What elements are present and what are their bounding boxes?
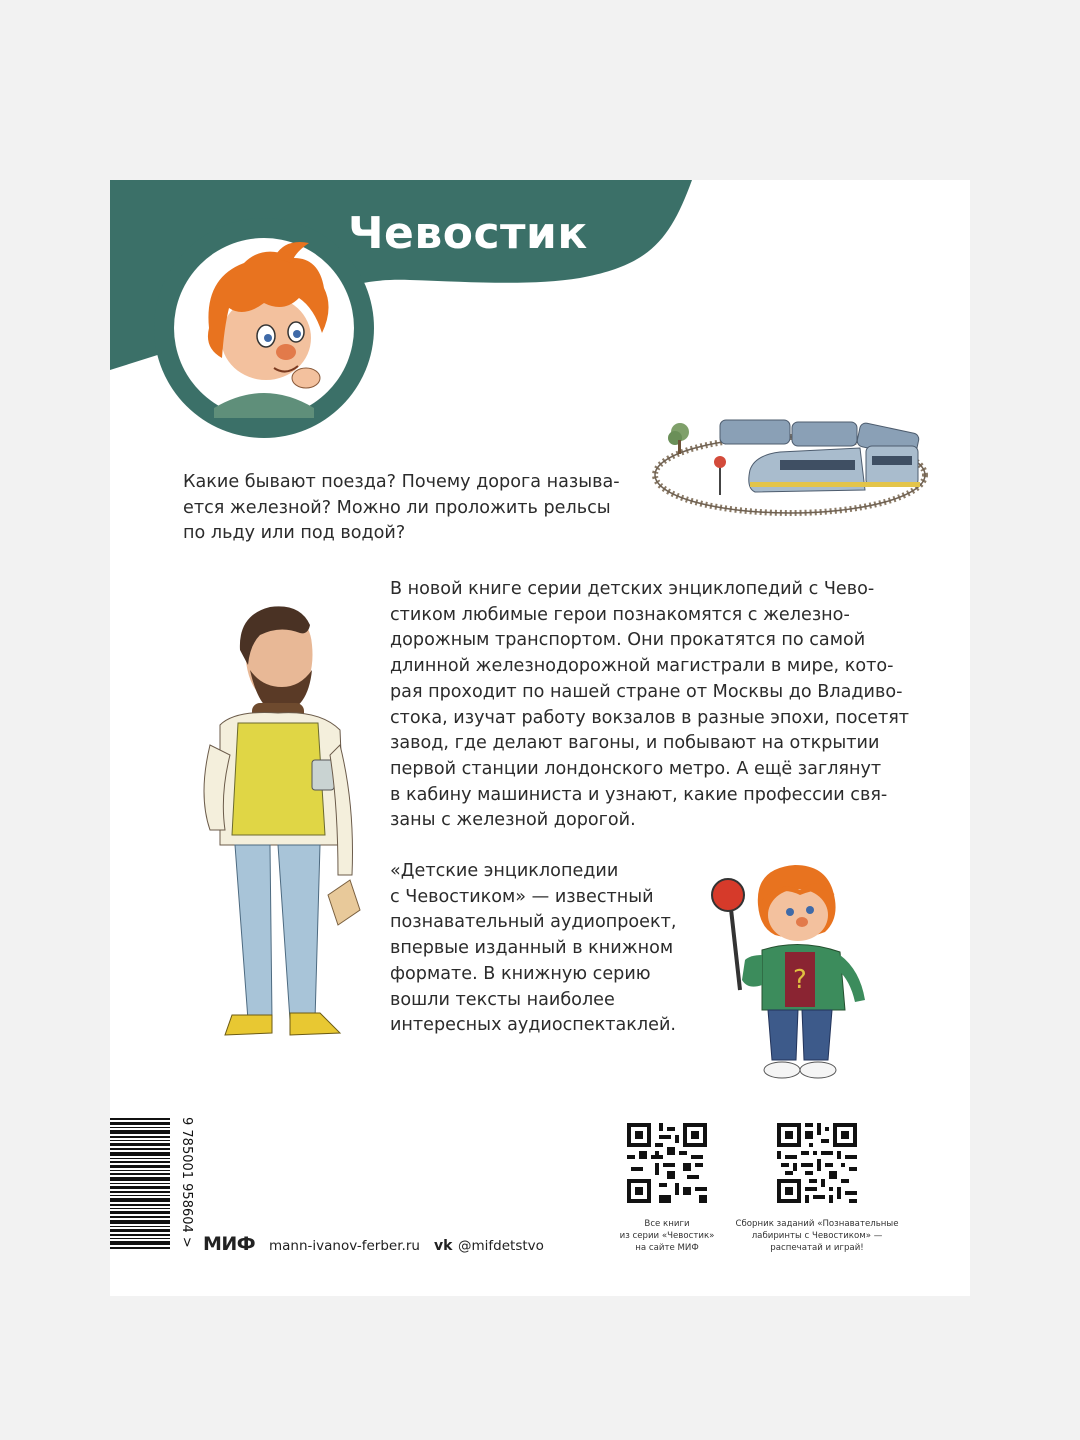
text-line: дорожным транспортом. Они прокатятся по самой [390,630,866,651]
vk-icon: vk [434,1238,453,1254]
publisher-logo: МИФ [203,1233,256,1255]
text-line: по льду или под водой? [183,523,406,544]
caption-line: распечатай и играй! [770,1243,864,1253]
bearded-man-illustration [190,605,360,1050]
text-line: стока, изучат работу вокзалов в разные эпохи, посетят [390,707,910,728]
book-description [390,577,910,834]
isbn-digits: 9 785001 958604 > [179,1117,194,1248]
isbn-barcode [110,1115,194,1263]
chevostik-with-signal-illustration [700,860,870,1090]
qr-code-series[interactable] [627,1123,707,1203]
text-line: В новой книге серии детских энциклопедий с Чево- [390,579,875,599]
qr-code-mazes[interactable] [777,1123,857,1203]
chevostik-portrait [174,238,354,418]
text-line: с Чевостиком» — известный [390,886,654,907]
text-line: в кабину машиниста и узнают, какие профессии свя- [390,784,888,805]
qr-caption-series [602,1218,732,1254]
text-line: познавательный аудиопроект, [390,912,677,933]
text-line: впервые изданный в книжном [390,938,674,959]
svg-text:?: ? [793,965,807,995]
text-line: ется железной? Можно ли проложить рельсы [183,497,611,518]
caption-line: Сборник заданий «Познавательные [735,1219,899,1229]
website-link[interactable]: mann-ivanov-ferber.ru [269,1238,420,1254]
text-line: завод, где делают вагоны, и побывают на открытии [390,733,880,754]
train-illustration [640,410,930,520]
text-line: формате. В книжную серию [390,963,651,984]
book-back-cover [110,180,970,1296]
qr-caption-mazes [732,1218,902,1254]
text-line: интересных аудиоспектаклей. [390,1015,677,1036]
series-info [390,859,690,1039]
text-line: первой станции лондонского метро. А ещё заглянут [390,758,882,779]
text-line: вошли тексты наиболее [390,989,615,1010]
text-line: рая проходит по нашей стране от Москвы до Владиво- [390,681,903,702]
intro-questions [183,470,623,547]
text-line: длинной железнодорожной магистрали в мире, кото- [390,656,894,677]
caption-line: на сайте МИФ [635,1243,699,1253]
text-line: стиком любимые герои познакомятся с железно- [390,604,850,625]
caption-line: лабиринты с Чевостиком» — [751,1231,883,1241]
caption-line: Все книги [644,1219,690,1229]
caption-line: из серии «Чевостик» [619,1231,715,1241]
text-line: заны с железной дорогой. [390,810,636,831]
social-handle[interactable]: @mifdetstvo [458,1238,544,1254]
series-title: Чевостик [348,208,588,259]
text-line: «Детские энциклопедии [390,861,619,881]
text-line: Какие бывают поезда? Почему дорога называ- [183,472,620,492]
